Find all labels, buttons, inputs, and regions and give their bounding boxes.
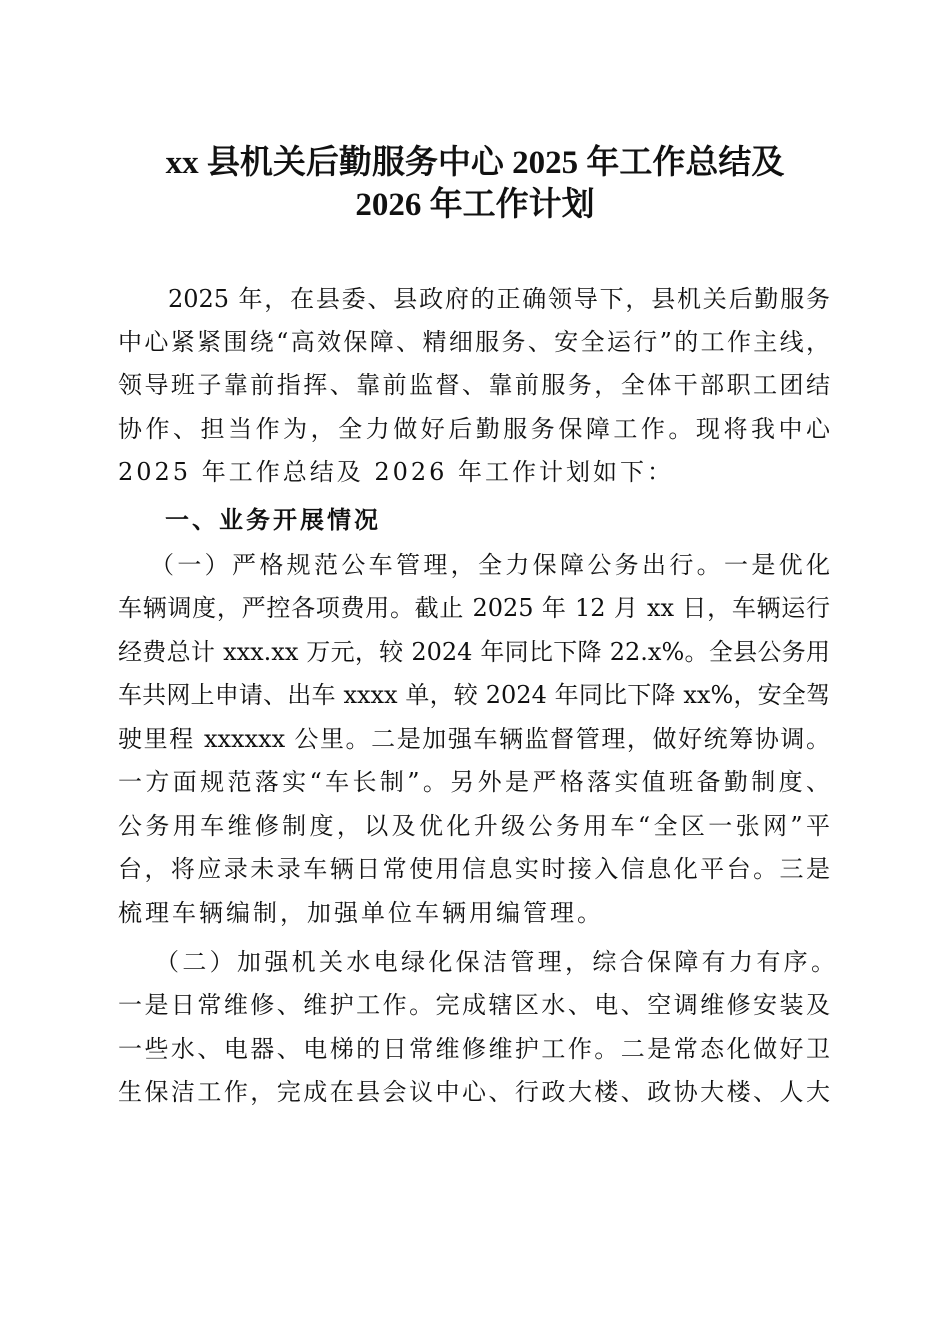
paragraph-line: 台，将应录未录车辆日常使用信息实时接入信息化平台。三是: [118, 855, 830, 883]
section-heading: 一、业务开展情况: [165, 506, 381, 534]
paragraph-line: 车辆调度，严控各项费用。截止 2025 年 12 月 xx 日，车辆运行: [118, 594, 830, 622]
paragraph-line: 生保洁工作，完成在县会议中心、行政大楼、政协大楼、人大: [118, 1078, 830, 1106]
paragraph-line: （二）加强机关水电绿化保洁管理，综合保障有力有序。: [155, 948, 835, 976]
paragraph-line: 驶里程 xxxxxx 公里。二是加强车辆监督管理，做好统筹协调。: [118, 725, 830, 753]
paragraph-line: 一是日常维修、维护工作。完成辖区水、电、空调维修安装及: [118, 991, 830, 1019]
paragraph-line: 经费总计 xxx.xx 万元，较 2024 年同比下降 22.x%。全县公务用: [118, 638, 830, 666]
document-title-line-1: xx 县机关后勤服务中心 2025 年工作总结及: [165, 145, 785, 181]
document-title-line-2: 2026 年工作计划: [355, 187, 595, 223]
intro-line: 领导班子靠前指挥、靠前监督、靠前服务，全体干部职工团结: [118, 371, 830, 399]
paragraph-line: （一）严格规范公车管理，全力保障公务出行。一是优化: [150, 551, 830, 579]
paragraph-line: 一方面规范落实“车长制”。另外是严格落实值班备勤制度、: [118, 768, 830, 796]
paragraph-line: 车共网上申请、出车 xxxx 单，较 2024 年同比下降 xx%，安全驾: [118, 681, 830, 709]
intro-line: 中心紧紧围绕“高效保障、精细服务、安全运行”的工作主线，: [118, 328, 830, 356]
intro-line: 2025 年工作总结及 2026 年工作计划如下：: [118, 458, 675, 486]
paragraph-line: 公务用车维修制度，以及优化升级公务用车“全区一张网”平: [118, 812, 830, 840]
paragraph-line: 一些水、电器、电梯的日常维修维护工作。二是常态化做好卫: [118, 1035, 830, 1063]
intro-line: 2025 年，在县委、县政府的正确领导下，县机关后勤服务: [168, 285, 830, 313]
intro-line: 协作、担当作为，全力做好后勤服务保障工作。现将我中心: [118, 415, 830, 443]
paragraph-line: 梳理车辆编制，加强单位车辆用编管理。: [118, 899, 604, 927]
